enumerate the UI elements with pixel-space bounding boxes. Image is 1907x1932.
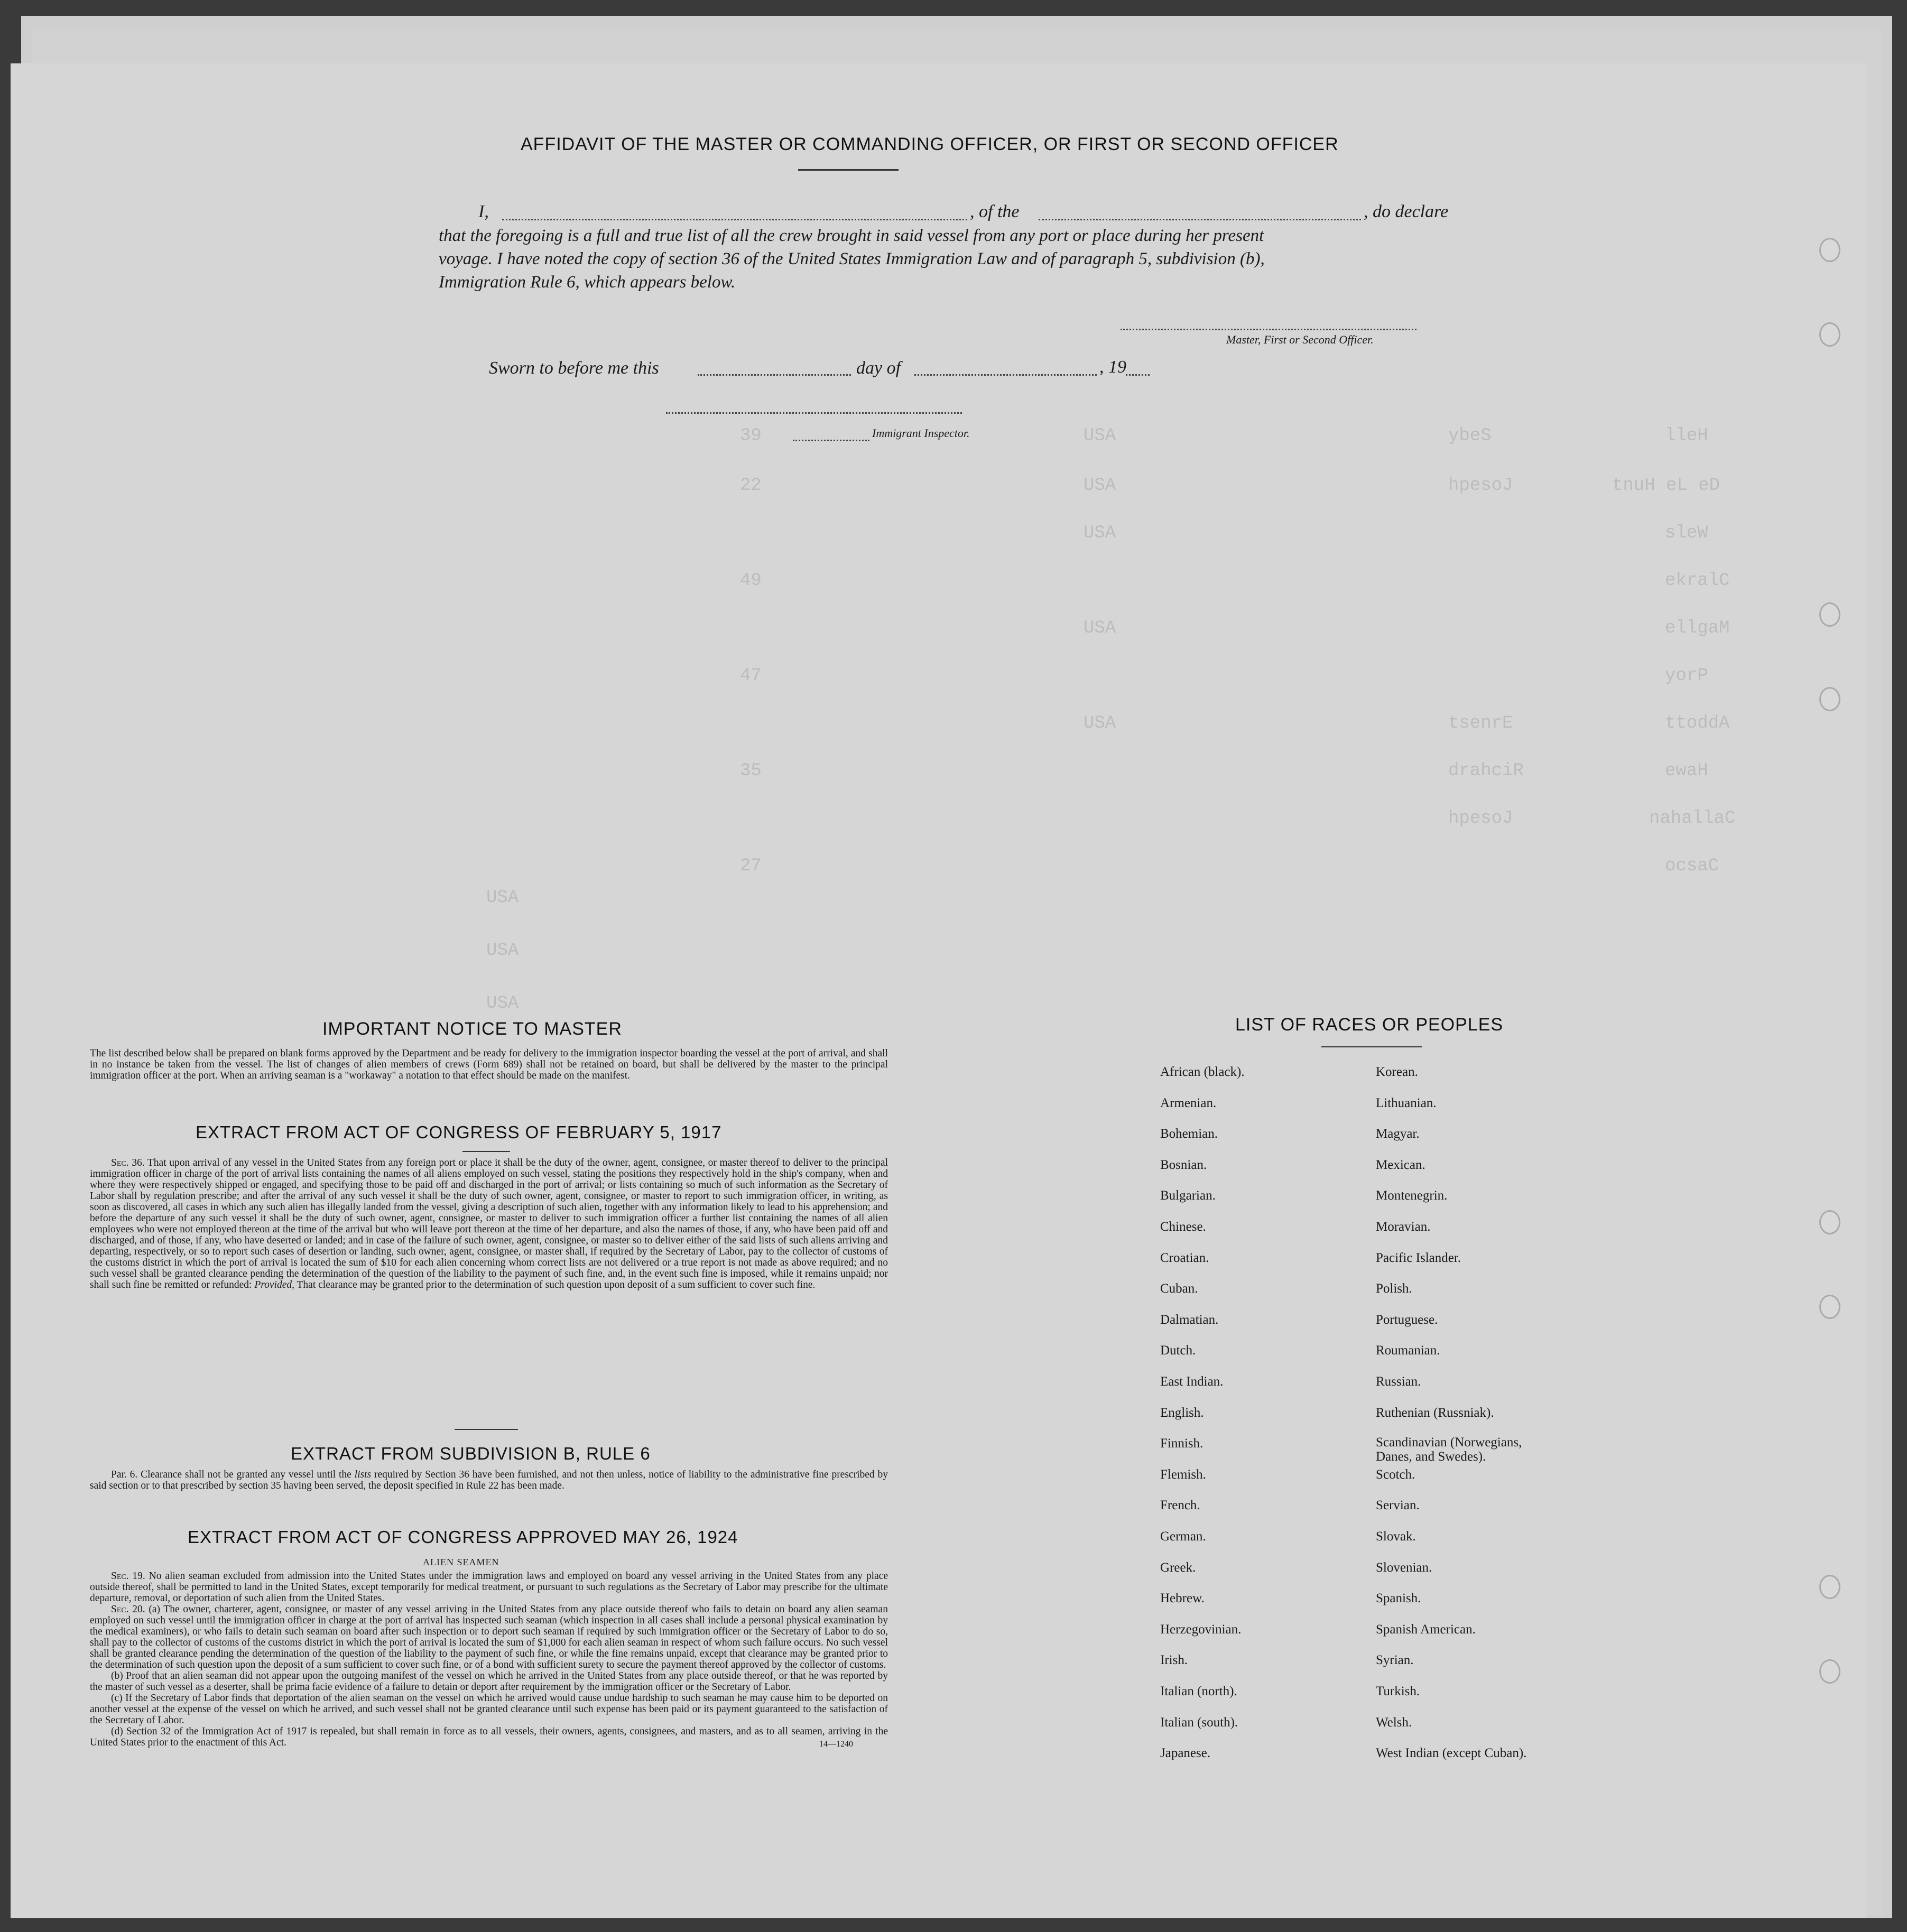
do-declare-label: , do declare bbox=[1364, 202, 1449, 221]
race-item: African (black). bbox=[1160, 1065, 1245, 1079]
section-label: Sec. 19. bbox=[111, 1571, 145, 1582]
race-item: Servian. bbox=[1376, 1498, 1420, 1513]
notice-text: The list described below shall be prepared on blank forms approved by the Department and be ready for delivery to the immigration inspector boarding the vessel at the port of arrival, and shall in no instance be taken from the vessel. The list of changes of alien members of crews (Form 689) shall not be retained on board, but shall be delivered by the master to the principal immigration officer at the port. When an arriving seaman is a "workaway" a notation to that effect should be made on the manifest. bbox=[90, 1048, 888, 1081]
race-item: Bohemian. bbox=[1160, 1127, 1218, 1141]
section-20c-body: (c) If the Secretary of Labor finds that deportation of the alien seaman on the vessel on which he arrived would cause undue hardship to such seaman he may cause him to be deported on another vessel at the expense of the vessel on which he arrived, and such vessel shall not be granted clearance until such expense has been paid or its payment guaranteed to the satisfaction of the Secretary of Labor. bbox=[90, 1693, 888, 1726]
binder-hole bbox=[1819, 602, 1840, 627]
race-item: West Indian (except Cuban). bbox=[1376, 1746, 1527, 1761]
name-field[interactable] bbox=[502, 219, 967, 220]
affidavit-title: AFFIDAVIT OF THE MASTER OR COMMANDING OFFICER, OR FIRST OR SECOND OFFICER bbox=[521, 134, 1339, 154]
bleed-through-text: 39 bbox=[740, 426, 762, 446]
binder-hole bbox=[1819, 687, 1840, 711]
race-item: Welsh. bbox=[1376, 1715, 1412, 1730]
affidavit-line-3: Immigration Rule 6, which appears below. bbox=[439, 273, 736, 292]
bleed-through-text: tnuH eL eD bbox=[1612, 476, 1720, 496]
section-20a-body: (a) The owner, charterer, agent, consignee, or master of any vessel arriving in the United States from any place outside thereof who fails to detain on board any alien seaman employed on such vessel until the immigration officer in charge at the port of arrival has inspected such seaman (which inspection in all cases shall include a personal physical examination by the medical examiners), or who fails to detain such seaman on board after such inspection or to deport such seaman if required by such immigration officer or the Secretary of Labor to do so, shall pay to the collector of customs of the customs district in which the port of arrival is located the sum of $1,000 for each alien seaman in respect of whom such failure occurs. No such vessel shall be granted clearance pending the determination of the question of the liability to the payment of such fine, or while the fine remains unpaid, except that clearance may be granted prior to the determination of such question upon the deposit of a sum sufficient to cover such fine, or of a bond with sufficient surety to secure the payment thereof approved by the collector of customs. bbox=[90, 1604, 888, 1670]
race-item: English. bbox=[1160, 1405, 1204, 1420]
race-item: Moravian. bbox=[1376, 1220, 1431, 1234]
bleed-through-text: 49 bbox=[740, 571, 762, 591]
race-item: Ruthenian (Russniak). bbox=[1376, 1405, 1494, 1420]
proviso-label: Provided, bbox=[254, 1279, 294, 1290]
race-item: Chinese. bbox=[1160, 1220, 1206, 1234]
section-20d-body: (d) Section 32 of the Immigration Act of 1917 is repealed, but shall remain in force as to all vessels, their owners, agents, consignees, and masters, and as to all seamen, arriving in the United States prior to the enactment of this Act. bbox=[90, 1726, 888, 1748]
race-item: Portuguese. bbox=[1376, 1312, 1438, 1327]
race-item: Bulgarian. bbox=[1160, 1188, 1216, 1203]
bleed-through-text: USA bbox=[486, 888, 519, 908]
section-label: Sec. 20. bbox=[111, 1604, 145, 1615]
section-body: That upon arrival of any vessel in the United States from any foreign port or place it shall be the duty of the owner, agent, consignee, or master thereof to deliver to the principal immigration officer in charge of the port of arrival lists containing the names of all aliens employed on such vessel, stating the positions they respectively hold in the ship's company, when and where they were respectively shipped or engaged, and specifying those to be paid off and discharged in the port of arrival; or lists containing so much of such information as the Secretary of Labor shall by regulation prescribe; and after the arrival of any such vessel it shall be the duty of such owner, agent, consignee, or master to report to such immigration officer, in writing, as soon as discovered, all cases in which any such alien has illegally landed from the vessel, giving a description of such alien, together with any information likely to lead to his apprehension; and before the departure of any such vessel it shall be the duty of such owner, agent, consignee, or master to deliver to such immigration officer a further list containing the names of all alien employees who were not employed thereon at the time of the arrival but who will leave port thereon at the time of her departure, and also the names of those, if any, who have been paid off and discharged, and of those, if any, who have deserted or landed; and in case of the failure of such owner, agent, consignee, or master so to deliver either of the said lists of such aliens arriving and departing, respectively, or so to report such cases of desertion or landing, such owner, agent, consignee, or master shall, if required by the Secretary of Labor, pay to the collector of customs of the customs district in which the port of arrival is located the sum of $10 for each alien concerning whom correct lists are not delivered or a true report is not made as above required; and no such vessel shall be granted clearance pending the determination of the question of the liability to the payment of such fine, and, in the event such fine is imposed, while it remains unpaid; nor shall such fine be remitted or refunded: bbox=[90, 1157, 888, 1290]
races-underline bbox=[1321, 1046, 1422, 1047]
bleed-through-text: hpesoJ bbox=[1448, 476, 1513, 496]
bleed-through-text: nahallaC bbox=[1649, 809, 1736, 829]
race-item: Italian (south). bbox=[1160, 1715, 1238, 1730]
binder-hole bbox=[1819, 238, 1840, 262]
bleed-through-text: ellgaM bbox=[1665, 618, 1730, 638]
bleed-through-text: USA bbox=[1084, 523, 1116, 543]
race-item: Roumanian. bbox=[1376, 1343, 1440, 1358]
bleed-through-text: yorP bbox=[1665, 666, 1708, 686]
race-item: Japanese. bbox=[1160, 1746, 1211, 1761]
sworn-label: Sworn to before me this bbox=[489, 358, 659, 378]
race-item: Armenian. bbox=[1160, 1095, 1217, 1110]
race-item: Dutch. bbox=[1160, 1343, 1196, 1358]
race-item: East Indian. bbox=[1160, 1374, 1224, 1389]
rule6-body-a: Par. 6. Clearance shall not be granted any vessel until the bbox=[111, 1469, 355, 1480]
race-item: Polish. bbox=[1376, 1281, 1412, 1296]
bleed-through-text: USA bbox=[486, 993, 519, 1014]
master-signature-label: Master, First or Second Officer. bbox=[1226, 333, 1374, 346]
race-item: Italian (north). bbox=[1160, 1684, 1237, 1698]
race-item: Syrian. bbox=[1376, 1653, 1414, 1668]
manifest-page bbox=[11, 63, 1866, 1918]
bleed-through-text: USA bbox=[486, 941, 519, 961]
extract-1924-text bbox=[90, 1571, 888, 1748]
extract-rule6-text bbox=[90, 1469, 888, 1491]
bleed-through-text: lleH bbox=[1665, 426, 1708, 446]
race-item: Hebrew. bbox=[1160, 1591, 1205, 1606]
race-item: Russian. bbox=[1376, 1374, 1421, 1389]
race-item: Finnish. bbox=[1160, 1436, 1204, 1451]
race-item: Turkish. bbox=[1376, 1684, 1420, 1698]
master-signature-field[interactable] bbox=[1121, 329, 1417, 330]
bleed-through-text: USA bbox=[1084, 476, 1116, 496]
bleed-through-text: sleW bbox=[1665, 523, 1708, 543]
section-label: Sec. 36. bbox=[111, 1157, 145, 1168]
race-item: German. bbox=[1160, 1529, 1206, 1544]
bleed-through-text: drahciR bbox=[1448, 761, 1524, 781]
race-item: Scandinavian (Norwegians, Danes, and Swedes). bbox=[1376, 1435, 1522, 1464]
race-item: Montenegrin. bbox=[1376, 1188, 1448, 1203]
affidavit-line-1: that the foregoing is a full and true list of all the crew brought in said vessel from any port or place during her present bbox=[439, 226, 1264, 245]
sworn-day-field[interactable] bbox=[698, 374, 851, 376]
race-item: Dalmatian. bbox=[1160, 1312, 1219, 1327]
race-item: French. bbox=[1160, 1498, 1200, 1513]
binder-hole bbox=[1819, 1210, 1840, 1234]
bleed-through-text: USA bbox=[1084, 426, 1116, 446]
race-item: Cuban. bbox=[1160, 1281, 1198, 1296]
bleed-through-text: USA bbox=[1084, 618, 1116, 638]
race-item: Magyar. bbox=[1376, 1127, 1420, 1141]
binder-hole bbox=[1819, 1659, 1840, 1684]
i-label: I, bbox=[478, 202, 489, 221]
race-item: Lithuanian. bbox=[1376, 1095, 1437, 1110]
bleed-through-text: ocsaC bbox=[1665, 856, 1719, 876]
sworn-month-field[interactable] bbox=[914, 374, 1097, 376]
race-item: Pacific Islander. bbox=[1376, 1250, 1461, 1265]
bleed-through-text: hpesoJ bbox=[1448, 809, 1513, 829]
bleed-through-text: tsenrE bbox=[1448, 713, 1513, 733]
race-item: Korean. bbox=[1376, 1065, 1418, 1079]
race-item: Scotch. bbox=[1376, 1467, 1415, 1482]
of-the-label: , of the bbox=[970, 202, 1020, 221]
race-item: Flemish. bbox=[1160, 1467, 1206, 1482]
bleed-through-text: 35 bbox=[740, 761, 762, 781]
binder-hole bbox=[1819, 1295, 1840, 1319]
section-19-body: No alien seaman excluded from admission into the United States under the immigration laws and employed on board any vessel arriving in the United States from any place outside thereof, shall be permitted to land in the United States, except temporarily for medical treatment, or pursuant to such regulations as the Secretary of Labor may prescribe for the ultimate departure, removal, or deportation of such alien from the United States. bbox=[90, 1571, 888, 1604]
binder-hole bbox=[1819, 1575, 1840, 1599]
section-underline bbox=[455, 1429, 518, 1430]
race-item: Spanish American. bbox=[1376, 1622, 1476, 1637]
bleed-through-text: ybeS bbox=[1448, 426, 1492, 446]
race-item: Greek. bbox=[1160, 1560, 1196, 1575]
race-item: Herzegovinian. bbox=[1160, 1622, 1242, 1637]
bleed-through-text: 47 bbox=[740, 666, 762, 686]
extract-rule6-title: EXTRACT FROM SUBDIVISION B, RULE 6 bbox=[291, 1444, 651, 1463]
races-title: LIST OF RACES OR PEOPLES bbox=[1235, 1015, 1504, 1035]
extract-1917-text bbox=[90, 1157, 888, 1290]
form-number: 14—1240 bbox=[819, 1740, 853, 1749]
bleed-through-text: USA bbox=[1084, 713, 1116, 733]
inspector-signature-field[interactable] bbox=[793, 440, 869, 441]
bleed-through-text: ekralC bbox=[1665, 571, 1730, 591]
section-body-end: That clearance may be granted prior to the determination of such question upon deposit of a sum sufficient to cover such fine. bbox=[294, 1279, 816, 1290]
bleed-through-text: ewaH bbox=[1665, 761, 1708, 781]
bleed-through-text: 22 bbox=[740, 476, 762, 496]
race-item: Slovenian. bbox=[1376, 1560, 1432, 1575]
section-underline bbox=[462, 1151, 510, 1152]
race-item: Croatian. bbox=[1160, 1250, 1209, 1265]
race-item: Mexican. bbox=[1376, 1157, 1425, 1172]
bleed-through-text: 27 bbox=[740, 856, 762, 876]
affidavit-line-2: voyage. I have noted the copy of section 36 of the United States Immigration Law and of paragraph 5, subdivision (b), bbox=[439, 249, 1265, 268]
notice-title: IMPORTANT NOTICE TO MASTER bbox=[322, 1019, 622, 1039]
inspector-signature-field[interactable] bbox=[666, 412, 962, 414]
rule6-lists: lists bbox=[354, 1469, 372, 1480]
binder-hole bbox=[1819, 322, 1840, 347]
race-item: Spanish. bbox=[1376, 1591, 1421, 1606]
inspector-label: Immigrant Inspector. bbox=[872, 426, 970, 440]
sworn-year-field[interactable] bbox=[1126, 374, 1150, 376]
race-item: Irish. bbox=[1160, 1653, 1188, 1668]
race-item: Slovak. bbox=[1376, 1529, 1416, 1544]
extract-1924-subtitle: ALIEN SEAMEN bbox=[423, 1557, 499, 1567]
rule6-body-b: required by Section 36 have been furnished, and not then unless, notice of liability to the administrative fine prescribed by said section or to that prescribed by section 35 having been served, the deposit specified in Rule 22 has been made. bbox=[90, 1469, 888, 1491]
vessel-field[interactable] bbox=[1039, 219, 1361, 220]
year-label: , 19 bbox=[1099, 357, 1126, 377]
extract-1924-title: EXTRACT FROM ACT OF CONGRESS APPROVED MAY 26, 1924 bbox=[188, 1527, 738, 1547]
day-of-label: day of bbox=[856, 358, 901, 378]
extract-1917-title: EXTRACT FROM ACT OF CONGRESS OF FEBRUARY 5, 1917 bbox=[196, 1122, 722, 1142]
section-20b-body: (b) Proof that an alien seaman did not appear upon the outgoing manifest of the vessel on which he arrived in the United States from any place outside thereof, or that he was reported by the master of such vessel as a deserter, shall be prima facie evidence of a failure to detain or deport after requirement by the immigration officer or the Secretary of Labor. bbox=[90, 1670, 888, 1693]
bleed-through-text: ttoddA bbox=[1665, 713, 1730, 733]
race-item: Bosnian. bbox=[1160, 1157, 1207, 1172]
title-underline bbox=[798, 169, 899, 171]
